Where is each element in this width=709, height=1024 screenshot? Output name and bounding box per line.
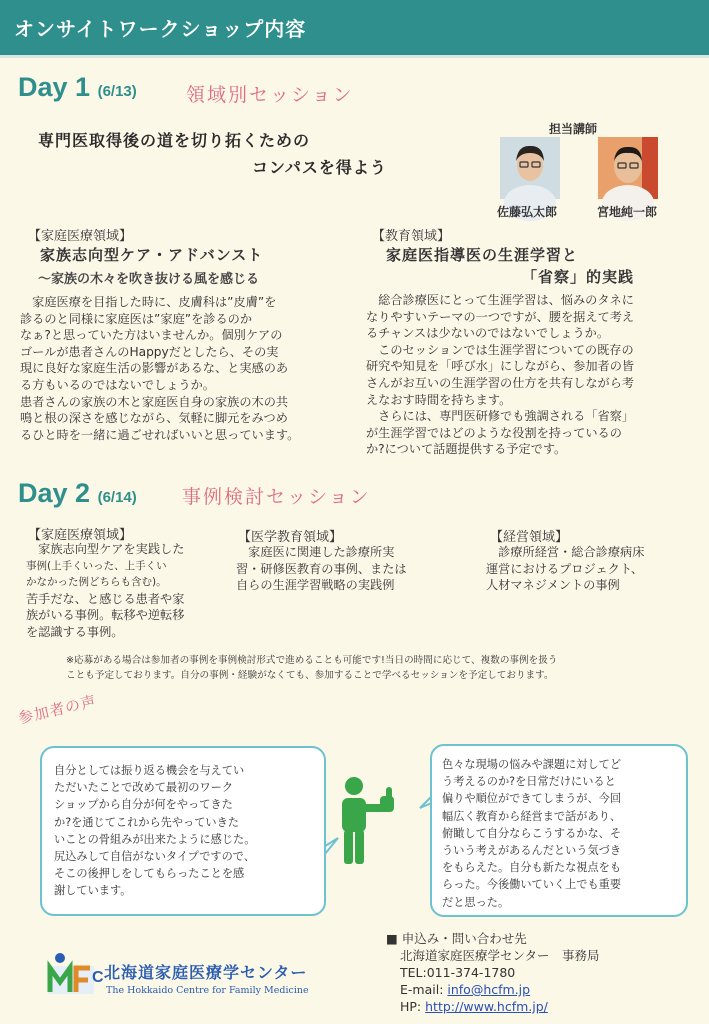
contact-hp-label: HP: xyxy=(400,999,426,1014)
text-line: 自分としては振り返る機会を与えてい xyxy=(54,764,245,777)
text-line: 鳴と根の深さを感じながら、気軽に脚元をみつめ xyxy=(20,411,288,426)
text-line: 幅広く教育から経営まで話があり、 xyxy=(442,809,622,823)
day1-right-title-line2: 「省察」的実践 xyxy=(522,268,635,286)
contact-tel: TEL:011-374-1780 xyxy=(400,965,516,980)
text-line: 色々な現場の悩みや課題に対してど xyxy=(442,758,622,771)
text-line: かなかった例どちらも含む)。 xyxy=(26,576,167,588)
text-line: なぁ?と思っていた方はいませんか。個別ケアの xyxy=(20,328,283,343)
voice-bubble-left xyxy=(40,746,326,916)
day1-right-field: 【教育領域】 xyxy=(372,229,451,244)
text-line: らった。今後働いていく上でも重要 xyxy=(442,878,622,892)
text-line: 患者さんの家族の木と家庭医自身の家族の木の共 xyxy=(20,394,289,409)
svg-text:C: C xyxy=(92,969,104,986)
text-line: 事例(上手くいった、上手くい xyxy=(26,559,167,572)
contact-org: 北海道家庭医療学センター 事務局 xyxy=(400,948,600,963)
note-line: ことも予定しております。自分の事例・経験がなくても、参加することで学べるセッションを予定しております。 xyxy=(66,669,554,681)
text-line: 診るのと同様に家庭医は”家庭”を診るのか xyxy=(20,311,253,326)
day1-left-title: 家族志向型ケア・アドバンスト xyxy=(40,246,264,264)
text-line: そこの後押しをしてもらったことを感 xyxy=(54,867,245,881)
text-line: ゴールが患者さんのHappyだとしたら、その実 xyxy=(20,344,279,359)
contact-email-label: E-mail: xyxy=(400,982,448,997)
text-line: 苦手だな、と感じる患者や家 xyxy=(26,591,185,606)
day1-right-title-line1: 家庭医指導医の生涯学習と xyxy=(386,246,579,264)
contact-email-row xyxy=(386,981,696,998)
text-line: さんがお互いの生涯学習の仕方を共有しながら考 xyxy=(366,375,635,390)
text-line: 人材マネジメントの事例 xyxy=(486,578,620,592)
text-line: るチャンスは少ないのではないでしょうか。 xyxy=(366,326,610,341)
text-line: か?について話題提供する予定です。 xyxy=(366,442,567,457)
text-line: 尻込みして自信がないタイプですので、 xyxy=(54,850,255,864)
text-line: 現に良好な家庭生活の影響があるな、と実感のあ xyxy=(20,361,289,376)
contact-heading: ■ 申込み・問い合わせ先 xyxy=(386,931,527,946)
contact-email-link[interactable]: info@hcfm.jp xyxy=(447,982,531,997)
text-line: さらには、専門医研修でも強調される「省察」 xyxy=(366,409,635,424)
text-line: を認識する事例。 xyxy=(26,624,124,639)
lecturer-label: 担当講師 xyxy=(549,122,598,136)
text-line: 習・研修医教育の事例、または xyxy=(236,561,407,576)
day2-col1-field: 【家庭医療領域】 xyxy=(28,528,133,543)
lecturer-name-miyachi: 宮地純一郎 xyxy=(597,205,658,219)
text-line: ただいたことで改めて最初のワーク xyxy=(54,781,234,795)
day2-date: (6/14) xyxy=(97,489,137,506)
text-line: をもらえた。自分も新たな視点をも xyxy=(442,861,622,875)
text-line: 自らの生涯学習戦略の実践例 xyxy=(236,578,395,592)
text-line: 研究や知見を「呼び水」にしながら、参加者の皆 xyxy=(366,359,635,374)
text-line: 家族志向型ケアを実践した xyxy=(26,542,185,556)
day2-session-name: 事例検討セッション xyxy=(182,486,371,508)
day1-session-name: 領域別セッション xyxy=(186,84,354,106)
day2-col3-field: 【経営領域】 xyxy=(490,530,569,545)
day1-label: Day 1 xyxy=(18,72,91,102)
text-line: う考えるのか?を日常だけにいると xyxy=(442,775,616,789)
text-line: ショップから自分が何をやってきた xyxy=(54,798,233,812)
text-line: なりやすいテーマの一つですが、腰を据えて考え xyxy=(366,309,635,324)
day2-label: Day 2 xyxy=(18,478,91,508)
text-line: 総合診療医にとって生涯学習は、悩みのタネに xyxy=(366,293,634,307)
text-line: るひと時を一緒に過ごせればいいと思っています。 xyxy=(20,427,300,442)
text-line: 偏りや順位ができてしまうが、今回 xyxy=(442,792,622,806)
text-line: る方もいるのではないでしょうか。 xyxy=(20,377,215,392)
day1-subtitle-line1: 専門医取得後の道を切り拓くための xyxy=(38,131,311,150)
day1-subtitle-line2: コンパスを得よう xyxy=(252,158,387,177)
day1-left-subtitle: ～家族の木々を吹き抜ける風を感じる xyxy=(38,272,260,287)
contact-hp-row xyxy=(386,998,696,1015)
text-line: えなおす時間を持ちます。 xyxy=(366,392,512,407)
text-line: いことの骨組みが出来たように感じた。 xyxy=(54,832,256,846)
text-line: 謝しています。 xyxy=(54,884,132,898)
hcfm-logo-mark-icon xyxy=(46,952,102,998)
text-line: ういう考えがあるんだという気づき xyxy=(442,844,622,858)
contact-block xyxy=(386,930,696,1015)
text-line: が生涯学習ではどのような役割を持っているの xyxy=(366,425,622,440)
text-line: 診療所経営・総合診療病床 xyxy=(486,545,645,559)
voice-bubble-right xyxy=(430,744,688,917)
note-line: ※応募がある場合は参加者の事例を事例検討形式で進めることも可能です!当日の時間に応じて、複数の事例を扱う xyxy=(66,655,558,666)
text-line: 族がいる事例。転移や逆転移 xyxy=(26,608,185,622)
text-line: このセッションでは生涯学習についての既存の xyxy=(366,342,634,357)
day1-date: (6/13) xyxy=(97,83,137,100)
text-line: 運営におけるプロジェクト、 xyxy=(486,561,644,576)
voices-label: 参加者の声 xyxy=(16,691,99,728)
text-line: か?を通じてこれから先やっていきた xyxy=(54,815,239,829)
text-line: 俯瞰して自分ならこうするかな、そ xyxy=(442,826,622,840)
page-title: オンサイトワークショップ内容 xyxy=(14,17,307,41)
logo-name-ja: 北海道家庭医療学センター xyxy=(104,963,308,982)
lecturer-name-sato: 佐藤弘太郎 xyxy=(497,205,558,219)
day2-col2-field: 【医学教育領域】 xyxy=(238,530,343,545)
thumbs-up-person-icon xyxy=(334,774,404,866)
contact-hp-link[interactable]: http://www.hcfm.jp/ xyxy=(425,999,548,1014)
text-line: 家庭医療を目指した時に、皮膚科は”皮膚”を xyxy=(20,295,277,309)
logo-name-en: The Hokkaido Centre for Family Medicine xyxy=(106,985,309,996)
text-line: だと思った。 xyxy=(442,895,510,909)
text-line: 家庭医に関連した診療所実 xyxy=(236,545,395,559)
day1-left-field: 【家庭医療領域】 xyxy=(28,229,133,244)
